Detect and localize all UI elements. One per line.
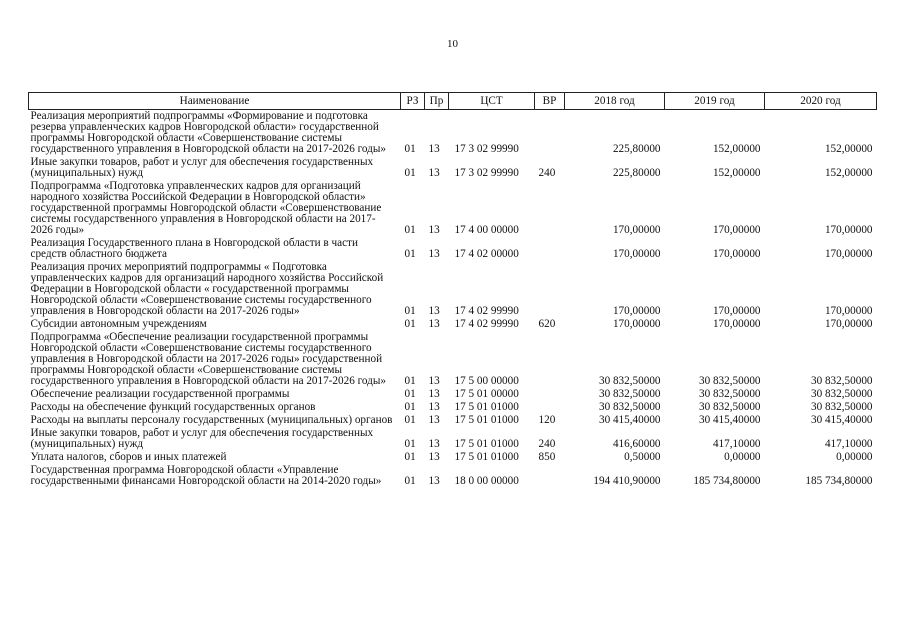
row-cst: 17 5 01 01000 bbox=[454, 438, 519, 450]
row-name: Реализация прочих мероприятий подпрограммы « Подготовка управленческих кадров для организаций народного хозяйства Российской Федерации в Новгородской области « государственной программы Новгородской области «Совершенствование системы государственного управления в Новгородской области на 2017-2026 годы» bbox=[30, 261, 384, 317]
row-value-2019: 417,10000 bbox=[712, 438, 761, 450]
row-value-2020: 0,00000 bbox=[836, 451, 873, 463]
row-value-2018: 170,00000 bbox=[612, 318, 661, 330]
table-row bbox=[29, 156, 877, 180]
row-vr bbox=[535, 237, 565, 261]
header-2018: 2018 год bbox=[565, 93, 665, 110]
row-value-2020: 30 832,50000 bbox=[810, 401, 873, 413]
row-cst: 17 5 01 01000 bbox=[454, 401, 519, 413]
row-name: Уплата налогов, сборов и иных платежей bbox=[30, 451, 227, 463]
row-rz: 01 bbox=[404, 401, 416, 413]
row-vr: 240 bbox=[538, 438, 556, 450]
header-rz: РЗ bbox=[401, 93, 425, 110]
row-cst: 17 4 02 99990 bbox=[454, 318, 519, 330]
table-row bbox=[29, 318, 877, 331]
row-value-2019: 30 832,50000 bbox=[698, 401, 761, 413]
row-value-2019: 30 832,50000 bbox=[698, 375, 761, 387]
table-header-row bbox=[29, 93, 877, 110]
row-pr: 13 bbox=[428, 388, 440, 400]
row-pr: 13 bbox=[428, 451, 440, 463]
table-row bbox=[29, 261, 877, 318]
row-value-2020: 152,00000 bbox=[824, 167, 873, 179]
row-name: Иные закупки товаров, работ и услуг для обеспечения государственных (муниципальных) нужд bbox=[30, 156, 374, 179]
row-vr bbox=[535, 464, 565, 488]
row-cst: 17 4 02 00000 bbox=[454, 248, 519, 260]
row-value-2018: 30 832,50000 bbox=[598, 401, 661, 413]
row-value-2020: 152,00000 bbox=[824, 143, 873, 155]
table-row bbox=[29, 401, 877, 414]
row-value-2019: 152,00000 bbox=[712, 143, 761, 155]
row-pr: 13 bbox=[428, 224, 440, 236]
row-pr: 13 bbox=[428, 375, 440, 387]
row-vr bbox=[535, 180, 565, 237]
row-vr: 240 bbox=[538, 167, 556, 179]
row-name: Обеспечение реализации государственной программы bbox=[30, 388, 290, 400]
row-value-2018: 30 415,40000 bbox=[598, 414, 661, 426]
row-name: Подпрограмма «Обеспечение реализации государственной программы Новгородской области «Совершенствование системы государственного управления в Новгородской области на 2017-2026 годы» государственной программы Новгородской области «Совершенствование системы государственного управления в Новгородской области на 2017-2026 годы» bbox=[30, 331, 386, 387]
row-value-2018: 170,00000 bbox=[612, 248, 661, 260]
row-pr: 13 bbox=[428, 401, 440, 413]
row-value-2019: 0,00000 bbox=[724, 451, 761, 463]
row-name: Иные закупки товаров, работ и услуг для обеспечения государственных (муниципальных) нужд bbox=[30, 427, 374, 450]
header-2020: 2020 год bbox=[765, 93, 877, 110]
row-value-2019: 30 415,40000 bbox=[698, 414, 761, 426]
row-pr: 13 bbox=[428, 414, 440, 426]
header-vr: ВР bbox=[535, 93, 565, 110]
row-vr: 120 bbox=[538, 414, 556, 426]
row-name: Реализация мероприятий подпрограммы «Формирование и подготовка резерва управленческих кадров Новгородской области» государственной программы Новгородской области «Совершенствование системы государственного управления в Новгородской области на 2017-2026 годы» bbox=[30, 110, 386, 155]
budget-table bbox=[28, 92, 877, 488]
row-pr: 13 bbox=[428, 248, 440, 260]
row-cst: 17 5 00 00000 bbox=[454, 375, 519, 387]
row-vr bbox=[535, 110, 565, 157]
row-cst: 17 3 02 99990 bbox=[454, 167, 519, 179]
row-rz: 01 bbox=[404, 318, 416, 330]
table-row bbox=[29, 331, 877, 388]
header-cst: ЦСТ bbox=[449, 93, 535, 110]
row-value-2018: 194 410,90000 bbox=[593, 475, 661, 487]
row-vr: 850 bbox=[538, 451, 556, 463]
row-cst: 17 4 00 00000 bbox=[454, 224, 519, 236]
header-2019: 2019 год bbox=[665, 93, 765, 110]
row-pr: 13 bbox=[428, 143, 440, 155]
row-name: Расходы на обеспечение функций государственных органов bbox=[30, 401, 316, 413]
row-value-2018: 30 832,50000 bbox=[598, 388, 661, 400]
table-row bbox=[29, 451, 877, 464]
row-rz: 01 bbox=[404, 414, 416, 426]
row-value-2020: 30 832,50000 bbox=[810, 388, 873, 400]
table-row bbox=[29, 388, 877, 401]
row-pr: 13 bbox=[428, 305, 440, 317]
row-cst: 17 3 02 99990 bbox=[454, 143, 519, 155]
page-number: 10 bbox=[447, 38, 458, 50]
row-value-2019: 170,00000 bbox=[712, 224, 761, 236]
row-rz: 01 bbox=[404, 167, 416, 179]
row-vr bbox=[535, 331, 565, 388]
table-row bbox=[29, 180, 877, 237]
row-value-2020: 170,00000 bbox=[824, 248, 873, 260]
row-pr: 13 bbox=[428, 438, 440, 450]
row-value-2020: 417,10000 bbox=[824, 438, 873, 450]
row-rz: 01 bbox=[404, 248, 416, 260]
row-value-2019: 30 832,50000 bbox=[698, 388, 761, 400]
row-value-2018: 0,50000 bbox=[624, 451, 661, 463]
row-cst: 17 4 02 99990 bbox=[454, 305, 519, 317]
row-value-2018: 30 832,50000 bbox=[598, 375, 661, 387]
row-rz: 01 bbox=[404, 475, 416, 487]
row-value-2018: 225,80000 bbox=[612, 143, 661, 155]
header-pr: Пр bbox=[425, 93, 449, 110]
row-name: Субсидии автономным учреждениям bbox=[30, 318, 207, 330]
table-row bbox=[29, 464, 877, 488]
row-vr bbox=[535, 261, 565, 318]
table-row bbox=[29, 414, 877, 427]
row-value-2018: 416,60000 bbox=[612, 438, 661, 450]
row-pr: 13 bbox=[428, 318, 440, 330]
row-rz: 01 bbox=[404, 224, 416, 236]
row-value-2020: 30 832,50000 bbox=[810, 375, 873, 387]
row-rz: 01 bbox=[404, 305, 416, 317]
row-pr: 13 bbox=[428, 475, 440, 487]
row-vr: 620 bbox=[538, 318, 556, 330]
row-value-2020: 30 415,40000 bbox=[810, 414, 873, 426]
row-value-2018: 225,80000 bbox=[612, 167, 661, 179]
row-cst: 17 5 01 01000 bbox=[454, 414, 519, 426]
row-value-2020: 185 734,80000 bbox=[805, 475, 873, 487]
row-vr bbox=[535, 401, 565, 414]
row-rz: 01 bbox=[404, 451, 416, 463]
row-value-2020: 170,00000 bbox=[824, 224, 873, 236]
row-value-2020: 170,00000 bbox=[824, 318, 873, 330]
row-name: Расходы на выплаты персоналу государственных (муниципальных) органов bbox=[30, 414, 393, 426]
row-value-2019: 185 734,80000 bbox=[693, 475, 761, 487]
row-value-2018: 170,00000 bbox=[612, 305, 661, 317]
row-cst: 17 5 01 01000 bbox=[454, 451, 519, 463]
row-rz: 01 bbox=[404, 438, 416, 450]
row-value-2019: 170,00000 bbox=[712, 305, 761, 317]
row-rz: 01 bbox=[404, 143, 416, 155]
row-pr: 13 bbox=[428, 167, 440, 179]
row-name: Реализация Государственного плана в Новгородской области в части средств областного бюджета bbox=[30, 237, 358, 260]
row-name: Государственная программа Новгородской области «Управление государственными финансами Новгородской области на 2014-2020 годы» bbox=[30, 464, 382, 487]
table-row bbox=[29, 110, 877, 157]
row-rz: 01 bbox=[404, 375, 416, 387]
row-value-2018: 170,00000 bbox=[612, 224, 661, 236]
row-value-2019: 170,00000 bbox=[712, 318, 761, 330]
row-value-2019: 152,00000 bbox=[712, 167, 761, 179]
table-row bbox=[29, 427, 877, 451]
row-name: Подпрограмма «Подготовка управленческих кадров для организаций народного хозяйства Российской Федерации в Новгородской области» государственной программы Новгородской области «Совершенствование системы государственного управления в Новгородской области на 2017-2026 годы» bbox=[30, 180, 382, 236]
row-cst: 17 5 01 00000 bbox=[454, 388, 519, 400]
row-cst: 18 0 00 00000 bbox=[454, 475, 519, 487]
row-value-2020: 170,00000 bbox=[824, 305, 873, 317]
row-rz: 01 bbox=[404, 388, 416, 400]
table-body bbox=[29, 110, 877, 489]
row-vr bbox=[535, 388, 565, 401]
row-value-2019: 170,00000 bbox=[712, 248, 761, 260]
table-row bbox=[29, 237, 877, 261]
header-name: Наименование bbox=[29, 93, 401, 110]
